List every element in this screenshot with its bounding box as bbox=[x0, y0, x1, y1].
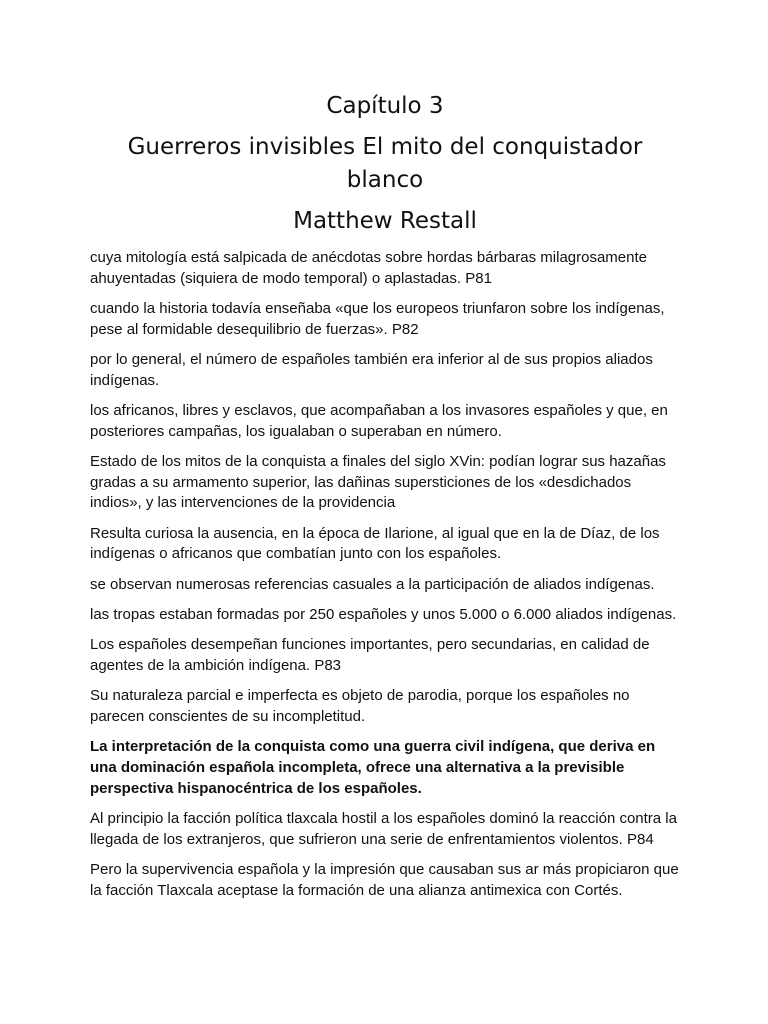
paragraph: cuando la historia todavía enseñaba «que los europeos triunfaron sobre los indígenas, pese al formidable desequilibrio de fuerzas». P82 bbox=[90, 300, 665, 338]
body-text bbox=[90, 248, 680, 901]
chapter-heading: Capítulo 3 bbox=[326, 93, 444, 119]
paragraph: se observan numerosas referencias casuales a la participación de aliados indígenas. bbox=[90, 575, 655, 593]
paragraph: cuya mitología está salpicada de anécdotas sobre hordas bárbaras milagrosamente ahuyentadas (siquiera de modo temporal) o aplastadas. P81 bbox=[90, 249, 647, 287]
paragraph: Su naturaleza parcial e imperfecta es objeto de parodia, porque los españoles no parecen conscientes de su incompletitud. bbox=[90, 687, 630, 725]
document-title: Guerreros invisibles El mito del conquistador blanco bbox=[127, 134, 643, 193]
document-page bbox=[90, 90, 680, 911]
paragraph: Pero la supervivencia española y la impresión que causaban sus ar más propiciaron que la facción Tlaxcala aceptase la formación de una alianza antimexica con Cortés. bbox=[90, 861, 679, 899]
paragraph: las tropas estaban formadas por 250 españoles y unos 5.000 o 6.000 aliados indígenas. bbox=[90, 606, 677, 623]
paragraph: Estado de los mitos de la conquista a finales del siglo XVin: podían lograr sus hazañas gradas a su armamento superior, las dañinas supersticiones de los «desdichados indios», y las intervenciones de la providencia bbox=[90, 453, 666, 512]
paragraph: Resulta curiosa la ausencia, en la época de Ilarione, al igual que en la de Díaz, de los indígenas o africanos que combatían junto con los españoles. bbox=[90, 524, 660, 563]
paragraph: los africanos, libres y esclavos, que acompañaban a los invasores españoles y que, en posteriores campañas, los igualaban o superaban en número. bbox=[90, 402, 668, 440]
author-name: Matthew Restall bbox=[293, 208, 477, 234]
paragraph: Al principio la facción política tlaxcala hostil a los españoles dominó la reacción contra la llegada de los extranjeros, que sufrieron una serie de enfrentamientos violentos. P84 bbox=[90, 810, 677, 848]
paragraph: Los españoles desempeñan funciones importantes, pero secundarias, en calidad de agentes de la ambición indígena. P83 bbox=[90, 636, 650, 674]
highlighted-paragraph: La interpretación de la conquista como una guerra civil indígena, que deriva en una dominación española incompleta, ofrece una alternativa a la previsible perspectiva hispanocéntrica de los españoles. bbox=[90, 738, 656, 797]
paragraph: por lo general, el número de españoles también era inferior al de sus propios aliados indígenas. bbox=[90, 351, 653, 389]
